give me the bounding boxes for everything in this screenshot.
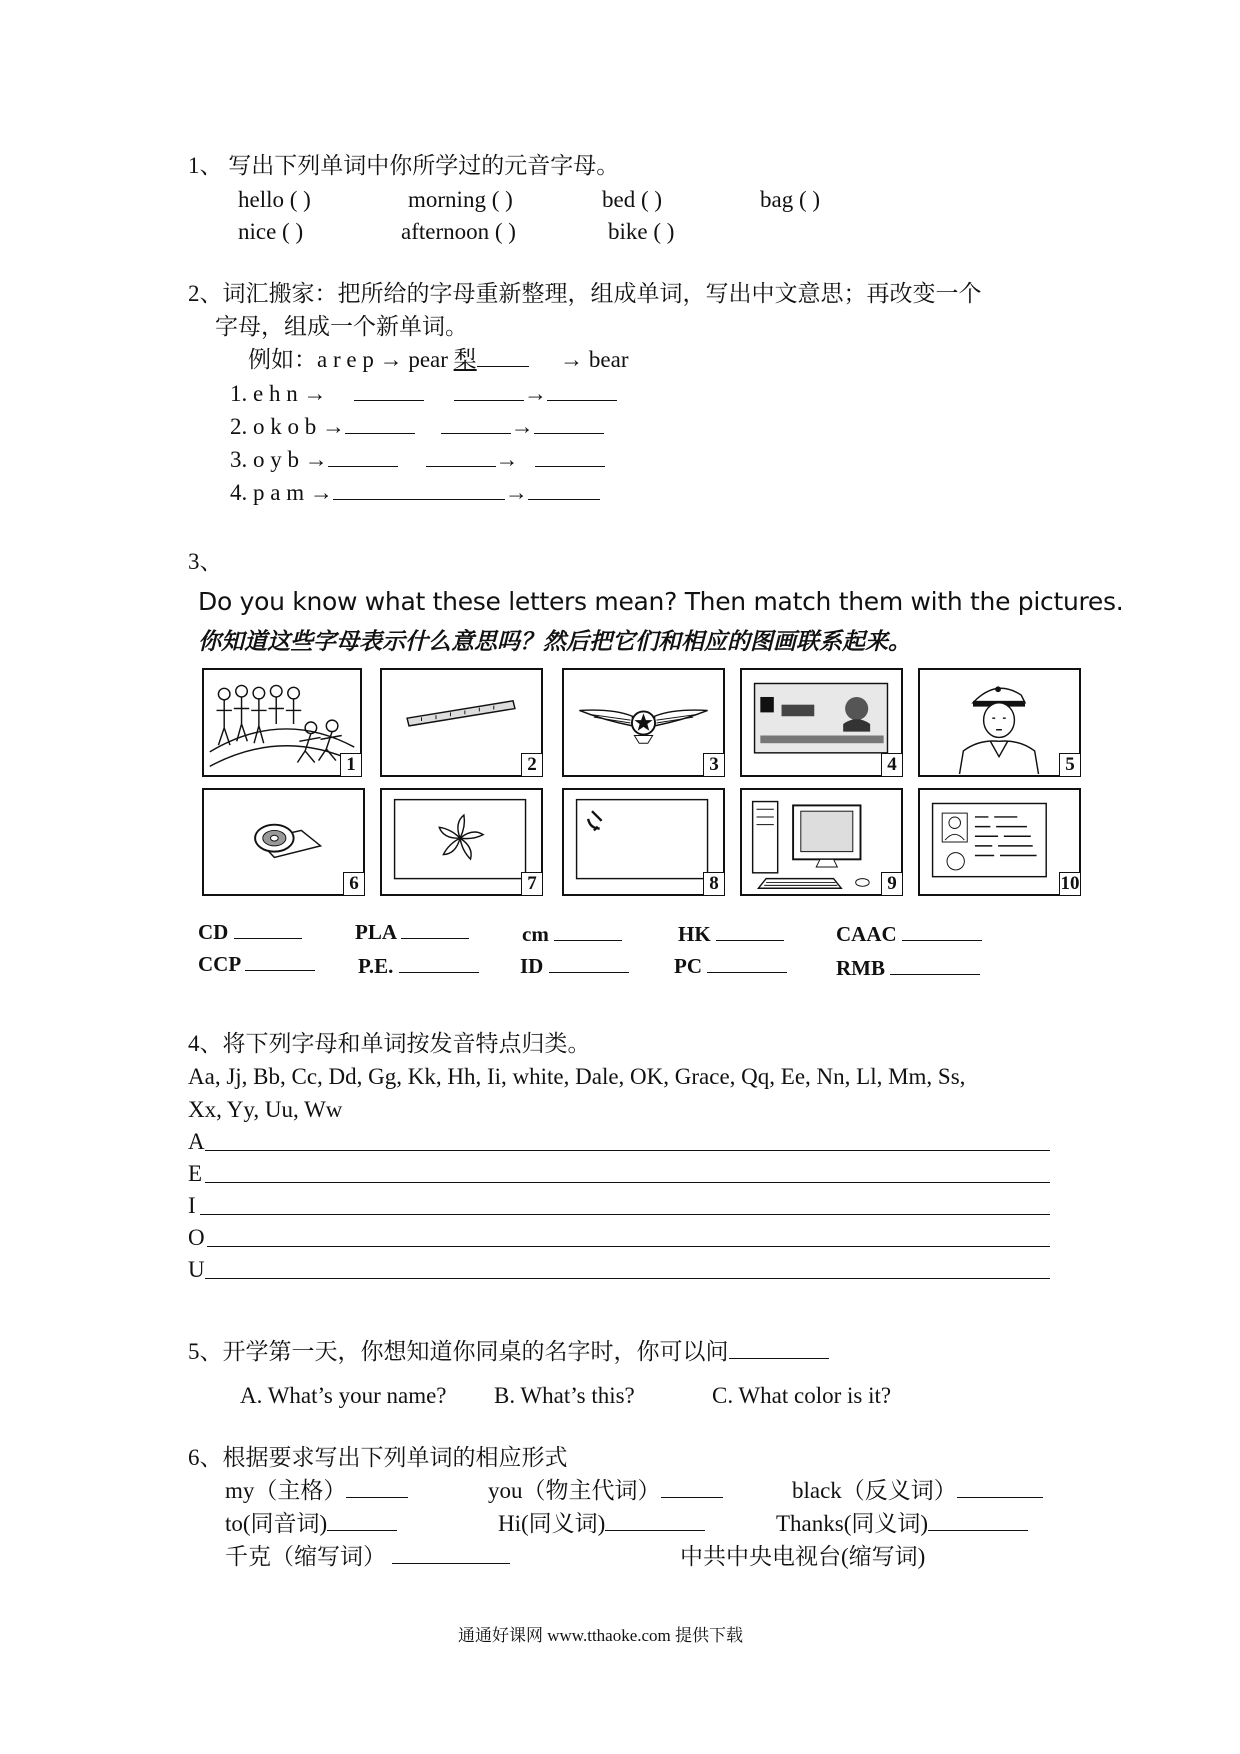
q6-item-thanks: Thanks(同义词) [776,1510,1028,1538]
q5-option-a: A. What’s your name? [240,1383,447,1408]
abbr-cm: cm [522,920,622,948]
picture-number: 4 [881,753,903,777]
q3-instruction-en: Do you know what these letters mean? Then match them with the pictures. [198,587,1124,616]
picture-number: 7 [521,872,543,896]
q3-instruction-cn: 你知道这些字母表示什么意思吗？然后把它们和相应的图画联系起来。 [198,629,911,654]
answer-blank[interactable] [528,479,600,500]
q5-question: 5、开学第一天，你想知道你同桌的名字时，你可以问 [188,1339,729,1364]
answer-blank[interactable] [534,413,604,434]
answer-blank[interactable] [928,1510,1028,1531]
q2-title-line1: 2、词汇搬家：把所给的字母重新整理，组成单词，写出中文意思；再改变一个 [188,281,982,306]
picture-pe-runners [202,668,362,777]
q6-item-kilogram: 千克（缩写词） [225,1543,510,1571]
answer-blank[interactable] [327,1510,397,1531]
abbr-hk: HK [678,920,784,948]
abbr-pc: PC [674,952,787,980]
q5-title [188,1338,829,1366]
picture-number: 3 [703,753,725,777]
q1-word-afternoon: afternoon ( ) [401,219,516,244]
q4-title: 4、将下列字母和单词按发音特点归类。 [188,1031,591,1056]
q2-item-4-letters: 4. p a m → [230,480,333,505]
q4-row-o-label: O [188,1225,205,1250]
id-card-icon [920,790,1079,894]
abbr-cd: CD [198,918,302,946]
q1-word-bed: bed ( ) [602,187,663,212]
computer-icon [742,790,901,894]
abbr-pla: PLA [355,918,469,946]
answer-blank[interactable] [707,952,787,973]
q2-title-line2: 字母，组成一个新单词。 [215,314,468,339]
q2-example [248,346,628,374]
answer-blank[interactable] [333,479,505,500]
picture-number: 8 [703,872,725,896]
q1-word-hello: hello ( ) [238,187,311,212]
q2-item-1: 1. e h n → → [230,380,617,408]
picture-hk-flag [380,788,543,896]
picture-ruler [380,668,543,777]
picture-pc-computer [740,788,903,896]
picture-number: 6 [343,872,365,896]
q1-word-nice: nice ( ) [238,219,304,244]
answer-blank[interactable] [902,920,982,941]
answer-blank[interactable] [890,954,980,975]
answer-blank[interactable] [605,1510,705,1531]
q6-item-cctv: 中共中央电视台(缩写词) [680,1544,926,1569]
q2-item-1-letters: 1. e h n → [230,381,327,406]
answer-blank[interactable] [401,918,469,939]
answer-blank[interactable] [346,1477,408,1498]
picture-ccp-flag [562,788,725,896]
q2-item-4: 4. p a m → → [230,479,600,507]
answer-blank[interactable] [716,920,784,941]
q4-row-a-label: A [188,1129,205,1154]
picture-rmb-banknote [740,668,903,777]
q4-row-e-label: E [188,1161,203,1186]
q4-row-i-line[interactable] [200,1214,1050,1215]
answer-blank[interactable] [392,1543,510,1564]
picture-number: 9 [881,872,903,896]
q6-item-to: to(同音词) [225,1510,397,1538]
picture-number: 2 [521,753,543,777]
q6-item-you: you（物主代词） [488,1477,723,1505]
runners-icon [204,670,360,775]
answer-blank[interactable] [245,950,315,971]
answer-blank[interactable] [535,446,605,467]
q6-item-my: my（主格） [225,1477,408,1505]
answer-blank[interactable] [729,1338,829,1359]
answer-blank[interactable] [426,446,496,467]
q4-row-i-label: I [188,1193,196,1218]
q5-option-b: B. What’s this? [494,1383,635,1408]
q2-item-3-letters: 3. o y b → [230,447,328,472]
picture-caac-wings [562,668,725,777]
soldier-icon [920,670,1079,775]
q4-row-o-line[interactable] [207,1246,1050,1247]
picture-cd-disc [202,788,365,896]
answer-blank[interactable] [661,1477,723,1498]
q4-list-line1: Aa, Jj, Bb, Cc, Dd, Gg, Kk, Hh, Ii, white, Dale, OK, Grace, Qq, Ee, Nn, Ll, Mm, Ss, [188,1064,966,1089]
picture-pla-soldier [918,668,1081,777]
answer-blank[interactable] [345,413,415,434]
q2-example-prefix: 例如：a r e p → pear [248,347,448,372]
q4-row-e-line[interactable] [205,1182,1050,1183]
banknote-icon [742,670,901,775]
q1-word-morning: morning ( ) [408,187,513,212]
footer-credit: 通通好课网 www.tthaoke.com 提供下载 [458,1626,744,1645]
picture-number: 1 [340,753,362,777]
ccp-flag-icon [564,790,723,894]
q4-list-line2: Xx, Yy, Uu, Ww [188,1097,343,1122]
answer-blank[interactable] [399,952,479,973]
picture-number: 10 [1060,873,1080,894]
abbr-pe: P.E. [358,952,479,980]
q4-row-u-line[interactable] [205,1278,1050,1279]
abbr-rmb: RMB [836,954,980,982]
q4-row-a-line[interactable] [205,1150,1050,1151]
answer-blank[interactable] [549,952,629,973]
q2-item-3: 3. o y b → → [230,446,605,474]
q6-item-hi: Hi(同义词) [498,1510,705,1538]
answer-blank[interactable] [234,918,302,939]
abbr-ccp: CCP [198,950,315,978]
q1-title: 1、 写出下列单词中你所学过的元音字母。 [188,153,620,178]
q5-option-c: C. What color is it? [712,1383,892,1408]
answer-blank[interactable] [554,920,622,941]
q4-row-u-label: U [188,1257,205,1282]
answer-blank[interactable] [547,380,617,401]
q6-title: 6、根据要求写出下列单词的相应形式 [188,1445,568,1470]
q2-item-2-letters: 2. o k o b → [230,414,345,439]
q1-word-bike: bike ( ) [608,219,675,244]
ruler-icon [382,670,541,775]
answer-blank[interactable] [328,446,398,467]
answer-blank[interactable] [454,380,524,401]
q2-item-2: 2. o k o b → → [230,413,604,441]
q6-item-black: black（反义词） [792,1477,1043,1505]
answer-blank[interactable] [957,1477,1043,1498]
picture-number: 5 [1059,753,1081,777]
q2-example-meaning: 梨 [453,347,477,372]
answer-blank[interactable] [441,413,511,434]
answer-blank[interactable] [354,380,424,401]
q2-example-result: → bear [560,347,629,372]
q3-number: 3、 [188,549,223,574]
q1-word-bag: bag ( ) [760,187,821,212]
abbr-caac: CAAC [836,920,982,948]
wings-icon [564,670,723,775]
picture-id-card [918,788,1081,896]
hk-flag-icon [382,790,541,894]
cd-disc-icon [204,790,363,894]
abbr-id: ID [520,952,629,980]
